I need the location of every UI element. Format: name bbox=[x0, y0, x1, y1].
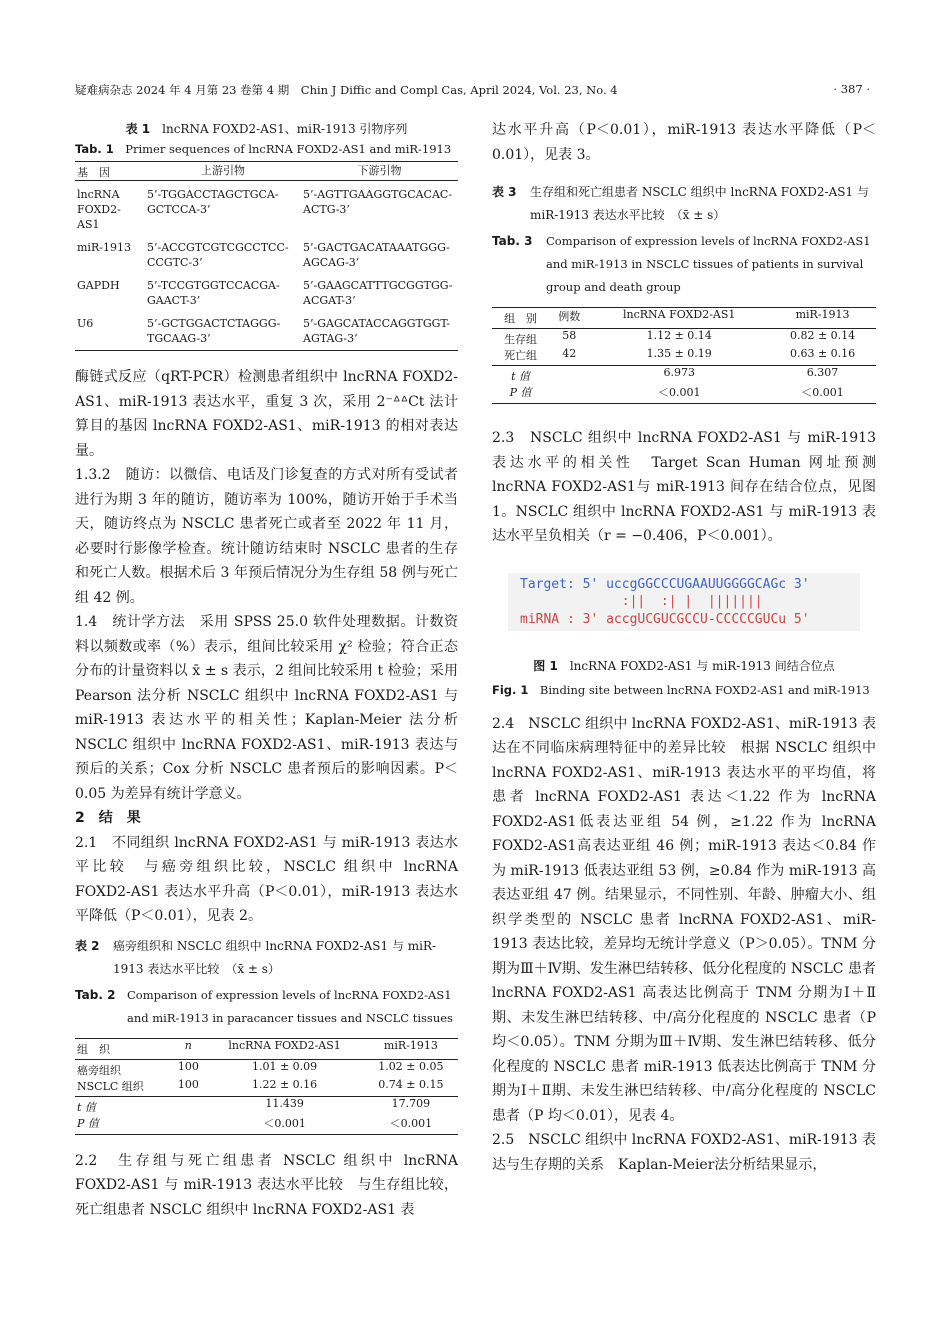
reverse-primer-cell: 5’-GAGCATACCAGGTGGT-AGTAG-3’ bbox=[303, 317, 451, 345]
figure1-caption-text: lncRNA FOXD2-AS1 与 miR-1913 间结合位点 bbox=[569, 658, 835, 673]
table-row bbox=[75, 1115, 458, 1135]
table-row bbox=[492, 329, 876, 348]
page-number: · 387 · bbox=[833, 82, 870, 96]
paragraph: 酶链式反应（qRT-PCR）检测患者组织中 lncRNA FOXD2-AS1、miR-1913 表达水平，重复 3 次，采用 2⁻ᐞᐞCt 法计算目的基因 lncRNA FOXD2-AS1、miR-1913 的相对表达量。 bbox=[75, 369, 458, 459]
right-column bbox=[492, 118, 876, 1177]
cell: 0.63 ± 0.16 bbox=[789, 347, 856, 360]
forward-primer-cell: 5’-TGGACCTAGCTGCA-GCTCCA-3’ bbox=[147, 188, 279, 216]
cell: ＜0.001 bbox=[263, 1116, 306, 1130]
cell: P 值 bbox=[509, 386, 532, 399]
forward-primer-cell: 5’-ACCGTCGTCGCCTCC-CCGTC-3’ bbox=[147, 241, 289, 269]
figure1-label-en: Fig. 1 bbox=[492, 682, 529, 697]
header-cell: 例数 bbox=[558, 310, 581, 323]
gene-cell: lncRNA FOXD2-AS1 bbox=[77, 188, 121, 231]
cell: 11.439 bbox=[265, 1096, 304, 1110]
reverse-primer-cell: 5’-GACTGACATAAATGGG-AGCAG-3’ bbox=[303, 241, 450, 269]
table2 bbox=[75, 1038, 458, 1135]
running-header bbox=[75, 82, 870, 98]
figure1-caption-zh bbox=[492, 657, 876, 674]
table-row bbox=[492, 366, 876, 385]
table3 bbox=[492, 307, 876, 404]
figure1-caption-en bbox=[492, 682, 876, 698]
forward-primer-cell: 5’-TCCGTGGTCCACGA-GAACT-3’ bbox=[147, 279, 280, 307]
cell: 1.12 ± 0.14 bbox=[646, 329, 712, 342]
cell: t 值 bbox=[77, 1100, 96, 1114]
table3-caption-en: Comparison of expression levels of lncRNA FOXD2-AS1 and miR-1913 in NSCLC tissues of patients in survival group and death group bbox=[546, 234, 871, 294]
table1-label-en: Tab. 1 bbox=[75, 142, 114, 156]
table3-caption bbox=[492, 181, 876, 227]
journal-citation: 疑难病杂志 2024 年 4 月第 23 卷第 4 期 Chin J Diffic and Compl Cas, April 2024, Vol. 23, No. 4 bbox=[75, 83, 618, 97]
header-cell: 组 织 bbox=[77, 1042, 110, 1056]
gene-cell: miR-1913 bbox=[77, 241, 131, 254]
binding-site-figure bbox=[508, 573, 860, 631]
cell: 58 bbox=[562, 329, 577, 342]
table-row bbox=[492, 384, 876, 404]
reverse-primer-cell: 5’-AGTTGAAGGTGCACAC-ACTG-3’ bbox=[303, 188, 453, 216]
header-cell: lncRNA FOXD2-AS1 bbox=[622, 308, 736, 321]
cell bbox=[549, 366, 589, 385]
cell: 癌旁组织 bbox=[77, 1063, 121, 1077]
paragraph: 1.3.2 随访：以微信、电话及门诊复查的方式对所有受试者进行为期 3 年的随访，随访率为 100%，随访开始于手术当天，随访终点为 NSCLC 患者死亡或者至 2022 年 11 月，必要时行影像学检查。统计随访结束时 NSCLC 患者的生存和死亡人数。根据术后 3 年预后情况分为生存组 58 例与死亡组 42 例。 bbox=[75, 467, 458, 606]
table-row bbox=[75, 1078, 458, 1097]
table1-caption-en: Primer sequences of lncRNA FOXD2-AS1 and miR-1913 bbox=[125, 142, 452, 156]
cell: 0.82 ± 0.14 bbox=[789, 329, 856, 342]
cell bbox=[171, 1096, 205, 1115]
table-header-row bbox=[75, 162, 458, 181]
table-row bbox=[492, 347, 876, 366]
header-cell: 上游引物 bbox=[201, 164, 245, 177]
mirna-sequence-line: miRNA : 3' accgUCGUCGCCU-CCCCCGUCu 5' bbox=[520, 611, 810, 627]
cell: P 值 bbox=[77, 1116, 99, 1130]
table-row bbox=[75, 270, 458, 308]
table2-caption-en-block bbox=[75, 984, 458, 1030]
forward-primer-cell: 5’-GCTGGACTCTAGGG-TGCAAG-3’ bbox=[147, 317, 281, 345]
cell: ＜0.001 bbox=[657, 386, 701, 399]
table3-caption-en-block bbox=[492, 230, 876, 299]
section-heading: 2 结 果 bbox=[75, 810, 141, 826]
table2-label: 表 2 bbox=[75, 938, 100, 953]
gene-cell: U6 bbox=[77, 317, 94, 330]
cell: 1.22 ± 0.16 bbox=[251, 1077, 318, 1091]
table3-caption-zh: 生存组和死亡组患者 NSCLC 组织中 lncRNA FOXD2-AS1 与 miR-1913 表达水平比较 （x̄ ± s） bbox=[530, 185, 869, 222]
gene-cell: GAPDH bbox=[77, 279, 120, 292]
cell: 生存组 bbox=[504, 333, 538, 346]
figure1-caption-en-text: Binding site between lncRNA FOXD2-AS1 and miR-1913 bbox=[539, 682, 870, 697]
header-cell: lncRNA FOXD2-AS1 bbox=[228, 1038, 341, 1052]
cell: 1.35 ± 0.19 bbox=[646, 347, 712, 360]
cell: 17.709 bbox=[391, 1096, 431, 1110]
cell: 0.74 ± 0.15 bbox=[378, 1077, 444, 1091]
cell: 死亡组 bbox=[504, 349, 538, 362]
paragraph: 达水平升高（P＜0.01），miR-1913 表达水平降低（P＜0.01），见表 3。 bbox=[492, 122, 876, 163]
header-cell: 组 别 bbox=[504, 312, 538, 325]
cell: 1.02 ± 0.05 bbox=[378, 1059, 444, 1073]
target-sequence-line: Target: 5' uccgGGCCCUGAAUUGGGGCAGc 3' bbox=[520, 576, 810, 592]
paragraph: 2.4 NSCLC 组织中 lncRNA FOXD2-AS1、miR-1913 表达在不同临床病理特征中的差异比较 根据 NSCLC 组织中 lncRNA FOXD2-AS1、miR-1913 表达水平的平均值，将患者 lncRNA FOXD2-AS1 表达＜1.22 作为 lncRNA FOXD2-AS1低表达亚组 54 例，≥1.22 作为 lncRNA FOXD2-AS1高表达亚组 46 例；miR-1913 表达＜0.84 作为 miR-1913 低表达亚组 53 例，≥0.84 作为 miR-1913 高表达亚组 47 例。结果显示，不同性别、年龄、肿瘤大小、组织学类型的 NSCLC 患者 lncRNA FOXD2-AS1、miR-1913 表达比较，差异均无统计学意义（P＞0.05）。TNM 分期为Ⅲ＋Ⅳ期、发生淋巴结转移、低分化程度的 NSCLC 患者 lncRNA FOXD2-AS1 高表达比例高于 TNM 分期为Ⅰ＋Ⅱ期、未发生淋巴结转移、中/高分化程度的 NSCLC 患者（P 均＜0.05）。TNM 分期为Ⅲ＋Ⅳ期、发生淋巴结转移、低分化程度的 NSCLC 患者 miR-1913 低表达比例高于 TNM 分期为Ⅰ＋Ⅱ期、未发生淋巴结转移、中/高分化程度的 NSCLC 患者（P 均＜0.01），见表 4。 bbox=[492, 715, 876, 1124]
paragraph: 2.2 生存组与死亡组患者 NSCLC 组织中 lncRNA FOXD2-AS1 与 miR-1913 表达水平比较 与生存组比较，死亡组患者 NSCLC 组织中 lncRNA FOXD2-AS1 表 bbox=[75, 1152, 458, 1218]
table3-label: 表 3 bbox=[492, 185, 517, 199]
left-column bbox=[75, 118, 458, 1222]
paragraph: 2.5 NSCLC 组织中 lncRNA FOXD2-AS1、miR-1913 表达与生存期的关系 Kaplan-Meier法分析结果显示， bbox=[492, 1132, 876, 1173]
cell: 6.973 bbox=[663, 366, 695, 379]
cell: NSCLC 组织 bbox=[77, 1079, 144, 1093]
cell: ＜0.001 bbox=[389, 1116, 433, 1130]
header-cell: miR-1913 bbox=[383, 1038, 438, 1052]
header-cell: 基 因 bbox=[77, 166, 110, 179]
table2-caption bbox=[75, 935, 458, 981]
table-row bbox=[75, 308, 458, 351]
table1-label: 表 1 bbox=[125, 122, 151, 136]
table-row bbox=[75, 1059, 458, 1078]
cell: 42 bbox=[562, 347, 577, 360]
cell: t 值 bbox=[511, 370, 531, 383]
table-header-row bbox=[75, 1038, 458, 1059]
table2-label-en: Tab. 2 bbox=[75, 987, 116, 1002]
table-row bbox=[75, 232, 458, 270]
reverse-primer-cell: 5’-GAAGCATTTGCGGTGG-ACGAT-3’ bbox=[303, 279, 453, 307]
header-cell: n bbox=[184, 1038, 192, 1052]
table2-caption-zh: 癌旁组织和 NSCLC 组织中 lncRNA FOXD2-AS1 与 miR-1913 表达水平比较 （x̄ ± s） bbox=[113, 938, 437, 976]
paragraph: 2.1 不同组织 lncRNA FOXD2-AS1 与 miR-1913 表达水平比较 与癌旁组织比较，NSCLC 组织中 lncRNA FOXD2-AS1 表达水平升高（P＜0.01），miR-1913 表达水平降低（P＜0.01），见表 2。 bbox=[75, 834, 458, 924]
cell bbox=[171, 1115, 205, 1135]
header-cell: miR-1913 bbox=[795, 308, 850, 321]
table1 bbox=[75, 161, 458, 351]
table1-caption bbox=[75, 120, 458, 157]
cell bbox=[549, 384, 589, 404]
cell: 100 bbox=[177, 1077, 199, 1091]
cell: ＜0.001 bbox=[801, 386, 844, 399]
table-header-row bbox=[492, 308, 876, 329]
table3-label-en: Tab. 3 bbox=[492, 234, 533, 248]
table1-caption-zh: lncRNA FOXD2-AS1、miR-1913 引物序列 bbox=[162, 122, 408, 136]
table2-caption-en: Comparison of expression levels of lncRNA FOXD2-AS1 and miR-1913 in paracancer tissues and NSCLC tissues bbox=[127, 987, 453, 1025]
table-row bbox=[75, 1096, 458, 1115]
cell: 1.01 ± 0.09 bbox=[251, 1059, 318, 1073]
paragraph: 1.4 统计学方法 采用 SPSS 25.0 软件处理数据。计数资料以频数或率（%）表示，组间比较采用 χ² 检验；符合正态分布的计量资料以 x̄ ± s 表示，2 组间比较采用 t 检验；采用 Pearson 法分析 NSCLC 组织中 lncRNA FOXD2-AS1 与 miR-1913 表达水平的相关性；Kaplan-Meier 法分析 NSCLC 组织中 lncRNA FOXD2-AS1、miR-1913 表达与预后的关系；Cox 分析 NSCLC 患者预后的影响因素。P＜0.05 为差异有统计学意义。 bbox=[75, 614, 458, 802]
cell: 100 bbox=[177, 1059, 199, 1073]
figure1-label: 图 1 bbox=[533, 658, 558, 673]
header-cell: 下游引物 bbox=[357, 164, 402, 177]
paragraph: 2.3 NSCLC 组织中 lncRNA FOXD2-AS1 与 miR-1913 表达水平的相关性 Target Scan Human 网址预测 lncRNA FOXD2-AS1与 miR-1913 间存在结合位点，见图 1。NSCLC 组织中 lncRNA FOXD2-AS1 与 miR-1913 表达水平呈负相关（r = −0.406，P＜0.001）。 bbox=[492, 430, 876, 544]
table-row bbox=[75, 181, 458, 233]
methods-text bbox=[75, 365, 458, 806]
pairing-line: :|| :| | ||||||| bbox=[520, 593, 763, 609]
cell: 6.307 bbox=[806, 366, 839, 379]
